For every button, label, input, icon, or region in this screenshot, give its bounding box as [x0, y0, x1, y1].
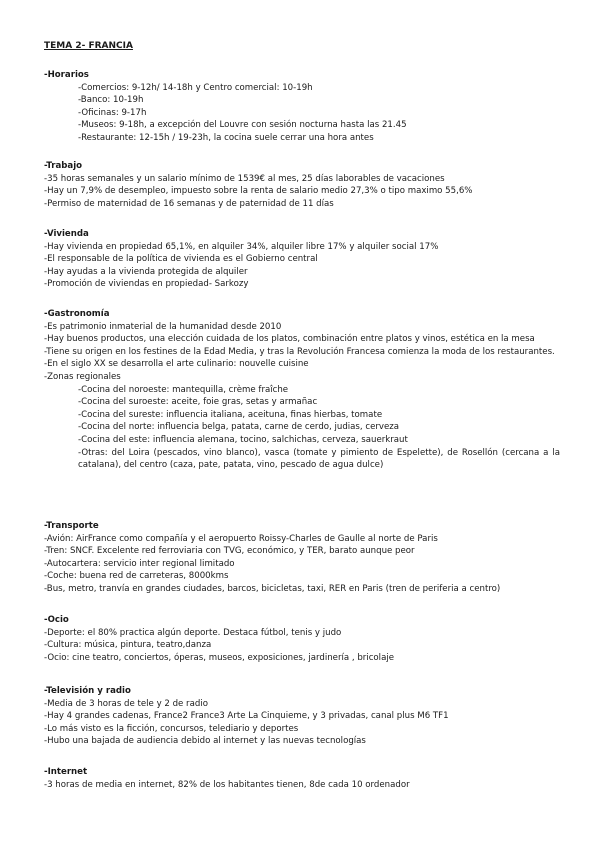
list-item: -Hay buenos productos, una elección cuidada de los platos, combinación entre platos y vinos, estética en la mesa [44, 334, 535, 345]
list-item: -Cultura: música, pintura, teatro,danza [44, 640, 212, 651]
list-item: -Comercios: 9-12h/ 14-18h y Centro comercial: 10-19h [78, 82, 313, 93]
list-item: -35 horas semanales y un salario mínimo de 1539€ al mes, 25 días laborables de vacaciones [44, 173, 445, 184]
list-item: -Media de 3 horas de tele y 2 de radio [44, 698, 208, 709]
list-item: -Lo más visto es la ficción, concursos, telediario y deportes [44, 723, 299, 734]
page-title: TEMA 2- FRANCIA [44, 41, 133, 51]
list-item: -Ocio: cine teatro, conciertos, óperas, museos, exposiciones, jardinería , bricolaje [44, 652, 395, 663]
region-item: -Otras: del Loira (pescados, vino blanco), vasca (tomate y pimiento de Espelette), de Rosellón (cercana a la catalana), del centro (caza, pate, patata, vino, pescado de agua dulce) [78, 447, 560, 471]
list-item: -Hay 4 grandes cadenas, France2 France3 Arte La Cinquieme, y 3 privadas, canal plus M6 TF1 [44, 711, 449, 722]
region-item: -Cocina del norte: influencia belga, patata, carne de cerdo, judias, cerveza [78, 422, 400, 433]
section-gastronomia [44, 308, 560, 472]
section-heading: -Ocio [44, 615, 69, 625]
section-heading: -Internet [44, 767, 88, 777]
list-item: -Bus, metro, tranvía en grandes ciudades, barcos, bicicletas, taxi, RER en Paris (tren de periferia a centro) [44, 583, 501, 594]
list-item: -Tiene su origen en los festines de la Edad Media, y tras la Revolución Francesa comienza la moda de los restaurantes. [44, 346, 555, 357]
section-horarios [44, 69, 560, 145]
section-vivienda [44, 228, 560, 291]
list-item: -Hay un 7,9% de desempleo, impuesto sobre la renta de salario medio 27,3% o tipo maximo 55,6% [44, 186, 473, 197]
list-item: -Deporte: el 80% practica algún deporte. Destaca fútbol, tenis y judo [44, 627, 342, 638]
list-item: -Autocartera: servicio inter regional limitado [44, 558, 235, 569]
section-heading: -Televisión y radio [44, 686, 131, 696]
section-internet [44, 766, 560, 791]
region-item: -Cocina del sureste: influencia italiana, aceituna, finas hierbas, tomate [78, 409, 383, 420]
list-item: -3 horas de media en internet, 82% de los habitantes tienen, 8de cada 10 ordenador [44, 779, 410, 790]
section-trabajo [44, 160, 560, 210]
list-item: -Hubo una bajada de audiencia debido al internet y las nuevas tecnologías [44, 736, 366, 747]
list-item: -El responsable de la política de vivienda es el Gobierno central [44, 254, 318, 265]
region-item: -Cocina del suroeste: aceite, foie gras, setas y armañac [78, 397, 318, 408]
region-item: -Cocina del este: influencia alemana, tocino, salchichas, cerveza, sauerkraut [78, 434, 408, 445]
list-item: -Oficinas: 9-17h [78, 107, 147, 118]
list-item: -Banco: 10-19h [78, 95, 144, 106]
list-item: -Hay vivienda en propiedad 65,1%, en alquiler 34%, alquiler libre 17% y alquiler social 17% [44, 241, 439, 252]
list-item: -Es patrimonio inmaterial de la humanidad desde 2010 [44, 321, 282, 332]
region-item: -Cocina del noroeste: mantequilla, crème fraîche [78, 384, 289, 395]
list-item: -Hay ayudas a la vivienda protegida de alquiler [44, 266, 248, 277]
section-heading: -Vivienda [44, 229, 89, 239]
list-item: -Coche: buena red de carreteras, 8000kms [44, 571, 229, 582]
list-item: -Promoción de viviendas en propiedad- Sarkozy [44, 279, 249, 290]
list-item: -Avión: AirFrance como compañía y el aeropuerto Roissy-Charles de Gaulle al norte de Paris [44, 533, 438, 544]
section-heading: -Transporte [44, 521, 99, 531]
list-item: -Restaurante: 12-15h / 19-23h, la cocina suele cerrar una hora antes [78, 132, 374, 143]
section-television [44, 685, 560, 748]
section-ocio [44, 614, 560, 664]
section-heading: -Gastronomía [44, 309, 110, 319]
list-item: -Permiso de maternidad de 16 semanas y de paternidad de 11 días [44, 198, 334, 209]
list-item: -Tren: SNCF. Excelente red ferroviaria con TVG, económico, y TER, barato aunque peor [44, 546, 415, 557]
list-item: -Zonas regionales [44, 371, 121, 382]
section-heading: -Horarios [44, 70, 89, 80]
section-transporte [44, 520, 560, 596]
list-item: -En el siglo XX se desarrolla el arte culinario: nouvelle cuisine [44, 359, 309, 370]
list-item: -Museos: 9-18h, a excepción del Louvre con sesión nocturna hasta las 21.45 [78, 120, 407, 131]
section-heading: -Trabajo [44, 161, 83, 171]
